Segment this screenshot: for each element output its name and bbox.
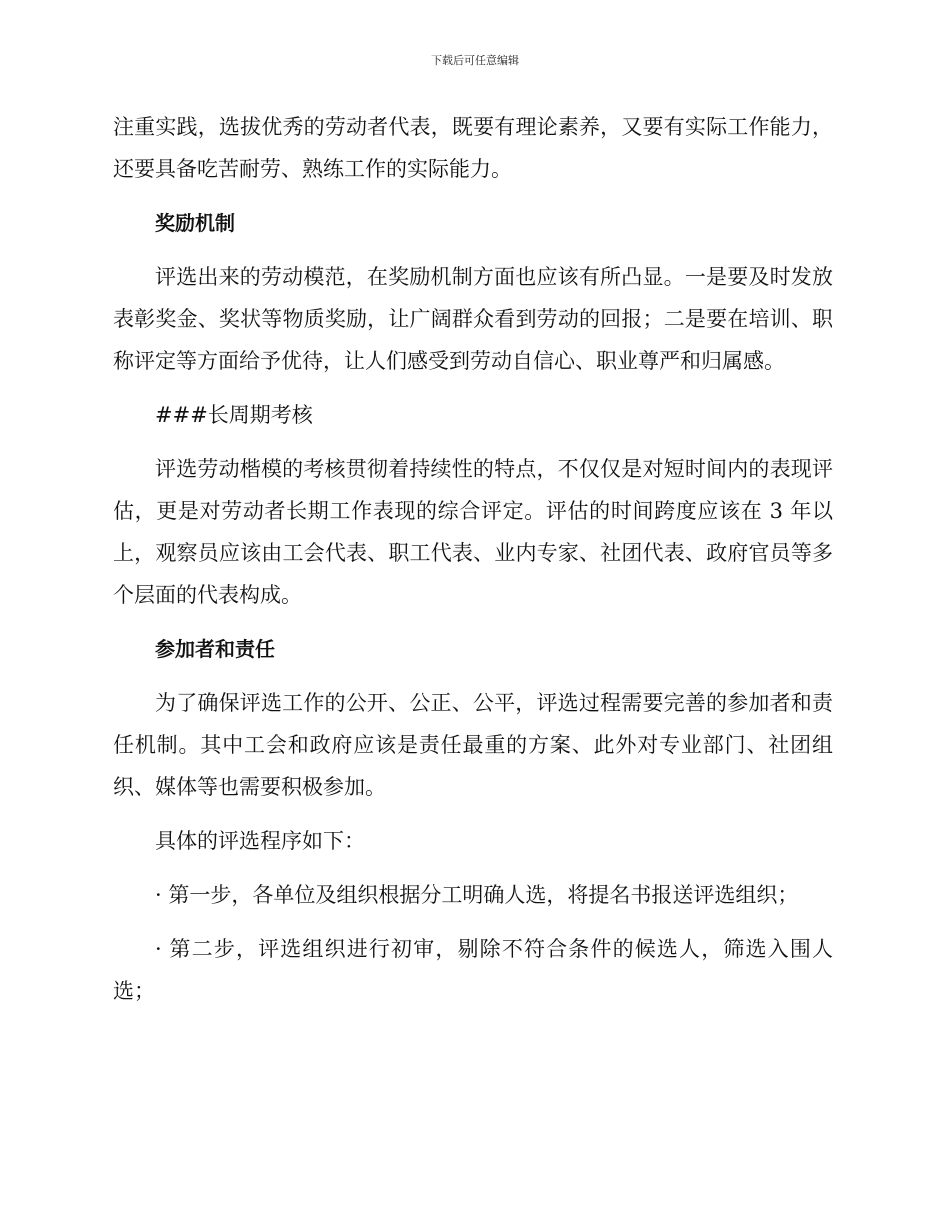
section-heading-rewards: 奖励机制 — [155, 211, 235, 235]
paragraph-assessment: 评选劳动楷模的考核贯彻着持续性的特点，不仅仅是对短时间内的表现评估，更是对劳动者长期工作表现的综合评定。评估的时间跨度应该在 3 年以上，观察员应该由工会代表、职工代表、业内专家、社团代表、政府官员等多个层面的代表构成。 — [113, 457, 833, 607]
paragraph-rewards: 评选出来的劳动模范，在奖励机制方面也应该有所凸显。一是要及时发放表彰奖金、奖状等物质奖励，让广阔群众看到劳动的回报；二是要在培训、职称评定等方面给予优待，让人们感受到劳动自信心、职业尊严和归属感。 — [113, 265, 833, 373]
paragraph-practice: 注重实践，选拔优秀的劳动者代表，既要有理论素养，又要有实际工作能力，还要具备吃苦耐劳、熟练工作的实际能力。 — [113, 115, 833, 181]
list-item-step-1: · 第一步，各单位及组织根据分工明确人选，将提名书报送评选组织； — [155, 883, 799, 907]
section-heading-long-term-assessment: ###长周期考核 — [155, 403, 313, 427]
page-header: 下载后可任意编辑 — [431, 54, 519, 67]
section-heading-participants: 参加者和责任 — [155, 637, 275, 661]
document-body — [113, 106, 833, 1012]
paragraph-participants: 为了确保评选工作的公开、公正、公平，评选过程需要完善的参加者和责任机制。其中工会和政府应该是责任最重的方案、此外对专业部门、社团组织、媒体等也需要积极参加。 — [113, 691, 833, 799]
list-item-step-2: · 第二步，评选组织进行初审，剔除不符合条件的候选人，筛选入围人选； — [113, 937, 833, 1003]
paragraph-procedure-intro: 具体的评选程序如下： — [155, 829, 365, 853]
